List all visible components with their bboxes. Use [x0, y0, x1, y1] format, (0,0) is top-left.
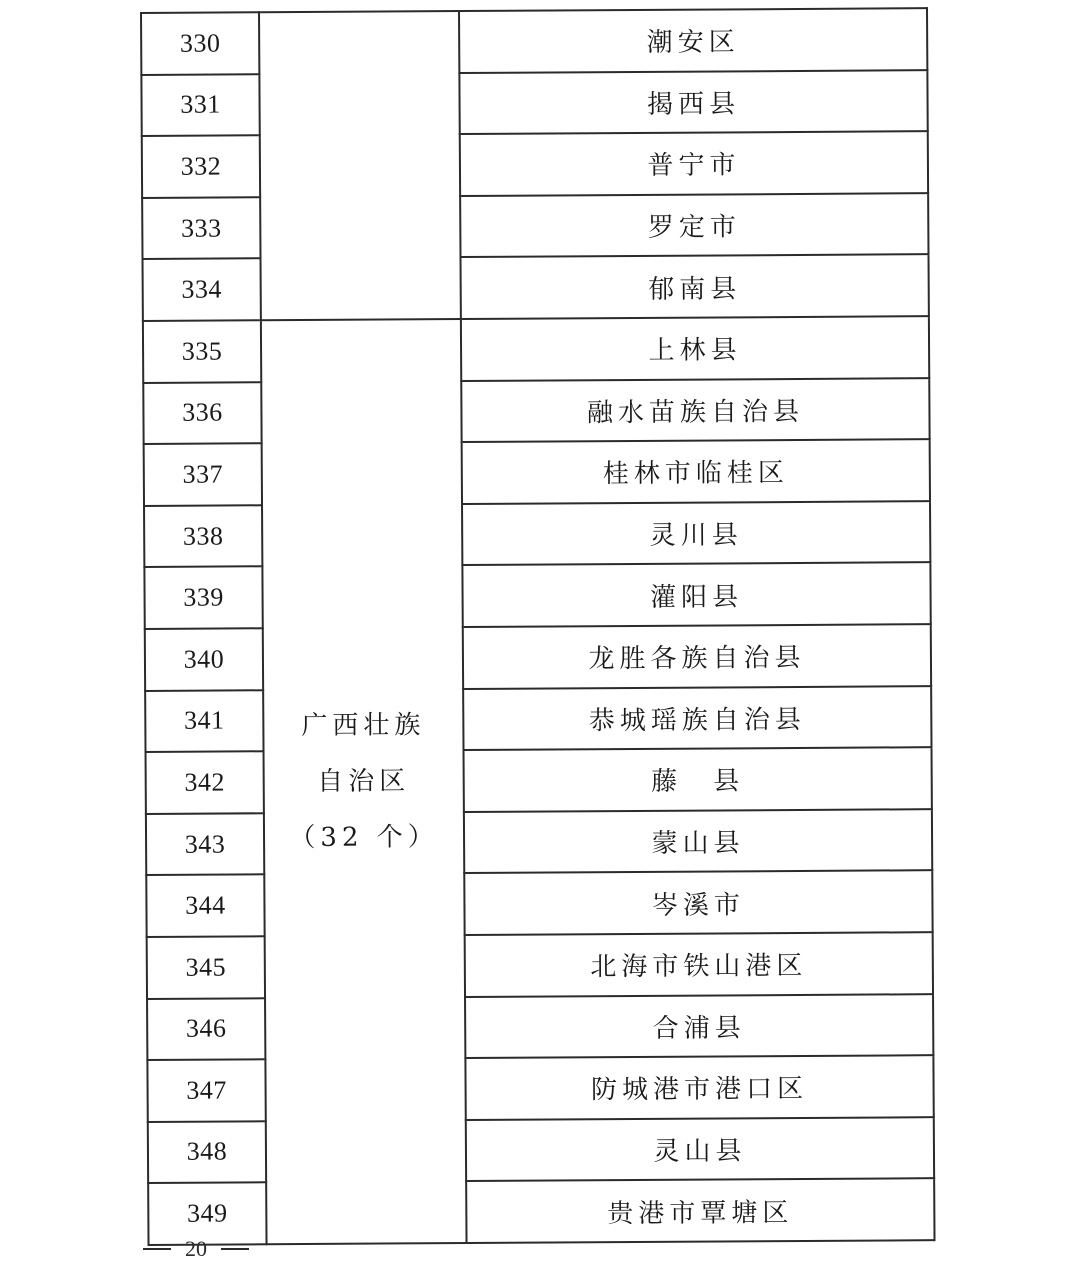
county-name: 北海市铁山港区 [465, 932, 933, 996]
table-row [144, 439, 930, 505]
table-row [148, 1117, 934, 1183]
county-name: 上林县 [461, 316, 929, 380]
table-row [141, 70, 927, 136]
page-number: 20 [185, 1236, 207, 1261]
table-row [144, 501, 930, 567]
table-row [142, 131, 928, 197]
county-name: 融水苗族自治县 [461, 378, 929, 442]
row-number: 338 [144, 505, 262, 567]
row-number: 339 [144, 567, 262, 629]
table-row [143, 378, 929, 444]
county-name: 揭西县 [459, 70, 927, 134]
county-name: 贵港市覃塘区 [466, 1178, 934, 1242]
row-number: 349 [148, 1183, 266, 1245]
table-row [146, 747, 932, 813]
county-name: 恭城瑶族自治县 [463, 686, 931, 750]
province-count: （32 个） [289, 822, 439, 854]
page-footer [143, 1236, 249, 1262]
row-number: 335 [143, 320, 261, 382]
table-row [146, 870, 932, 936]
county-name: 桂林市临桂区 [462, 439, 930, 503]
table-row [143, 316, 929, 382]
table-row [145, 686, 931, 752]
row-number: 341 [145, 690, 263, 752]
county-name: 蒙山县 [464, 809, 932, 873]
row-number: 333 [142, 197, 260, 259]
table-row [143, 255, 929, 321]
row-number: 342 [146, 751, 264, 813]
county-name: 合浦县 [465, 994, 933, 1058]
county-name: 郁南县 [461, 255, 929, 319]
table-row [147, 994, 933, 1060]
county-name: 灌阳县 [462, 563, 930, 627]
table-row [147, 1055, 933, 1121]
row-number: 347 [147, 1059, 265, 1121]
row-number: 343 [146, 813, 264, 875]
table-row [147, 932, 933, 998]
county-name: 潮安区 [459, 8, 927, 72]
row-number: 334 [143, 259, 261, 321]
province-cell-guangxi [261, 319, 467, 1244]
footer-dash-left [143, 1248, 171, 1250]
county-name: 岑溪市 [464, 870, 932, 934]
row-number: 336 [143, 382, 261, 444]
table-row [145, 624, 931, 690]
table-row [142, 193, 928, 259]
table-row [141, 8, 927, 74]
row-number: 344 [146, 875, 264, 937]
row-number: 337 [144, 443, 262, 505]
county-name: 灵山县 [466, 1117, 934, 1181]
province-name-line2: 自治区 [317, 766, 411, 797]
county-name: 灵川县 [462, 501, 930, 565]
county-name: 龙胜各族自治县 [463, 624, 931, 688]
county-name: 藤 县 [464, 747, 932, 811]
row-number: 340 [145, 628, 263, 690]
table-row [144, 563, 930, 629]
row-number: 348 [148, 1121, 266, 1183]
table-row [146, 809, 932, 875]
table-row [148, 1178, 934, 1244]
county-name: 普宁市 [460, 131, 928, 195]
row-number: 330 [141, 12, 259, 74]
row-number: 345 [147, 936, 265, 998]
county-name: 罗定市 [460, 193, 928, 257]
row-number: 332 [142, 135, 260, 197]
province-name-line1: 广西壮族 [301, 710, 426, 741]
province-cell-previous [259, 11, 461, 320]
row-number: 331 [141, 74, 259, 136]
county-list-table [140, 7, 936, 1246]
row-number: 346 [147, 998, 265, 1060]
footer-dash-right [221, 1248, 249, 1250]
county-name: 防城港市港口区 [465, 1055, 933, 1119]
